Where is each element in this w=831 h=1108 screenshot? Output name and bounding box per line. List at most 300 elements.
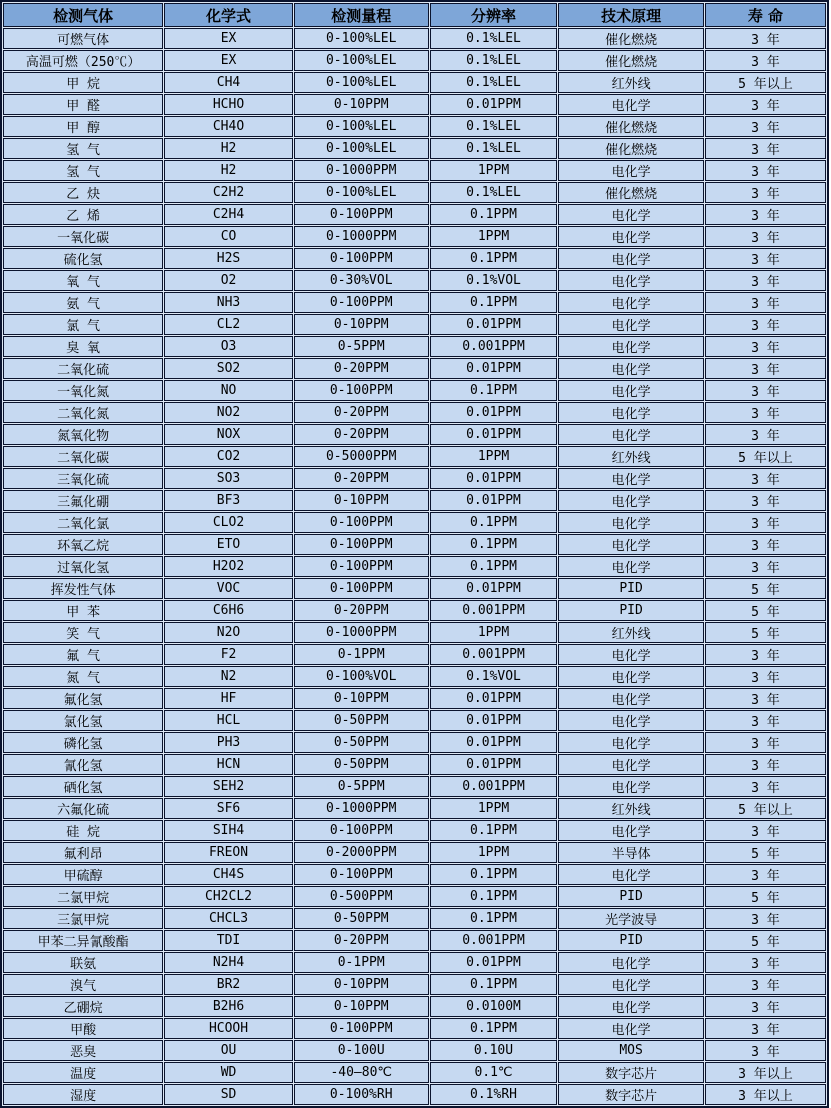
cell-principle: 电化学 [558,270,704,291]
table-row [3,446,826,467]
table-row [3,72,826,93]
cell-gas: 乙硼烷 [3,996,163,1017]
cell-formula: FREON [164,842,292,863]
cell-principle: 电化学 [558,996,704,1017]
cell-gas: 乙 炔 [3,182,163,203]
cell-life: 3 年 [705,204,826,225]
cell-resolution: 0.01PPM [430,952,558,973]
cell-principle: 催化燃烧 [558,182,704,203]
cell-principle: 催化燃烧 [558,28,704,49]
cell-life: 3 年 [705,358,826,379]
cell-principle: 电化学 [558,688,704,709]
cell-resolution: 1PPM [430,622,558,643]
table-row [3,28,826,49]
cell-formula: SO2 [164,358,292,379]
cell-formula: BF3 [164,490,292,511]
cell-resolution: 0.1%LEL [430,50,558,71]
cell-formula: CH4O [164,116,292,137]
table-row [3,996,826,1017]
cell-range: 0-20PPM [294,600,429,621]
cell-life: 3 年 [705,688,826,709]
cell-gas: 氟化氢 [3,688,163,709]
cell-resolution: 0.1PPM [430,292,558,313]
cell-gas: 二氧化氯 [3,512,163,533]
cell-principle: 电化学 [558,468,704,489]
cell-formula: H2 [164,138,292,159]
cell-resolution: 0.001PPM [430,600,558,621]
cell-range: 0-100PPM [294,864,429,885]
cell-life: 3 年 [705,380,826,401]
cell-formula: H2O2 [164,556,292,577]
cell-resolution: 1PPM [430,226,558,247]
cell-life: 3 年 [705,50,826,71]
cell-range: 0-1PPM [294,644,429,665]
cell-resolution: 0.01PPM [430,314,558,335]
cell-resolution: 0.1%VOL [430,270,558,291]
cell-formula: NO [164,380,292,401]
header-row [3,3,826,27]
cell-gas: 可燃气体 [3,28,163,49]
table-row [3,314,826,335]
cell-formula: B2H6 [164,996,292,1017]
table-row [3,512,826,533]
cell-resolution: 0.1PPM [430,908,558,929]
cell-resolution: 0.1PPM [430,886,558,907]
cell-formula: PH3 [164,732,292,753]
cell-life: 5 年 [705,578,826,599]
cell-range: 0-50PPM [294,754,429,775]
cell-formula: O2 [164,270,292,291]
cell-resolution: 1PPM [430,446,558,467]
cell-life: 3 年 [705,336,826,357]
cell-range: 0-1PPM [294,952,429,973]
cell-principle: 电化学 [558,248,704,269]
cell-range: 0-100PPM [294,820,429,841]
cell-life: 3 年 [705,248,826,269]
cell-formula: CH2CL2 [164,886,292,907]
cell-range: 0-50PPM [294,732,429,753]
table-row [3,798,826,819]
cell-resolution: 0.10U [430,1040,558,1061]
table-row [3,226,826,247]
cell-life: 5 年 [705,600,826,621]
cell-range: 0-100PPM [294,556,429,577]
cell-life: 3 年 [705,908,826,929]
cell-range: 0-10PPM [294,490,429,511]
cell-formula: CH4 [164,72,292,93]
cell-life: 3 年 [705,468,826,489]
table-row [3,270,826,291]
cell-gas: 磷化氢 [3,732,163,753]
cell-formula: BR2 [164,974,292,995]
table-row [3,886,826,907]
cell-range: 0-100%LEL [294,116,429,137]
cell-life: 3 年 [705,424,826,445]
cell-resolution: 0.1PPM [430,556,558,577]
cell-resolution: 0.1%LEL [430,28,558,49]
table-row [3,50,826,71]
cell-gas: 臭 氧 [3,336,163,357]
cell-resolution: 0.1PPM [430,248,558,269]
cell-gas: 恶臭 [3,1040,163,1061]
cell-resolution: 0.01PPM [430,358,558,379]
cell-range: 0-100U [294,1040,429,1061]
cell-resolution: 0.1PPM [430,974,558,995]
cell-resolution: 0.01PPM [430,490,558,511]
table-row [3,534,826,555]
table-header [3,3,826,27]
table-row [3,94,826,115]
table-row [3,204,826,225]
cell-principle: 电化学 [558,226,704,247]
cell-formula: SD [164,1084,292,1105]
cell-principle: 电化学 [558,204,704,225]
cell-principle: 电化学 [558,952,704,973]
table-row [3,710,826,731]
table-row [3,952,826,973]
cell-principle: 电化学 [558,380,704,401]
cell-resolution: 0.1PPM [430,380,558,401]
cell-formula: ETO [164,534,292,555]
cell-formula: CH4S [164,864,292,885]
cell-gas: 硅 烷 [3,820,163,841]
cell-principle: 电化学 [558,666,704,687]
cell-gas: 三氯甲烷 [3,908,163,929]
cell-life: 3 年以上 [705,1062,826,1083]
cell-gas: 甲酸 [3,1018,163,1039]
cell-formula: EX [164,28,292,49]
cell-principle: 电化学 [558,160,704,181]
cell-life: 3 年 [705,182,826,203]
cell-range: 0-100PPM [294,248,429,269]
cell-gas: 氰化氢 [3,754,163,775]
cell-range: 0-100PPM [294,380,429,401]
cell-principle: 红外线 [558,446,704,467]
cell-principle: 光学波导 [558,908,704,929]
cell-gas: 乙 烯 [3,204,163,225]
table-row [3,424,826,445]
cell-range: 0-50PPM [294,908,429,929]
cell-range: 0-100PPM [294,292,429,313]
cell-principle: 电化学 [558,358,704,379]
cell-life: 3 年 [705,710,826,731]
cell-formula: N2O [164,622,292,643]
cell-life: 3 年 [705,864,826,885]
cell-life: 3 年 [705,996,826,1017]
cell-life: 3 年 [705,512,826,533]
cell-range: 0-100PPM [294,1018,429,1039]
cell-resolution: 0.01PPM [430,402,558,423]
cell-resolution: 0.1PPM [430,1018,558,1039]
cell-life: 5 年以上 [705,72,826,93]
cell-formula: N2H4 [164,952,292,973]
cell-formula: N2 [164,666,292,687]
cell-gas: 温度 [3,1062,163,1083]
cell-range: 0-100PPM [294,512,429,533]
cell-principle: 电化学 [558,490,704,511]
cell-life: 5 年以上 [705,798,826,819]
cell-gas: 二氧化氮 [3,402,163,423]
cell-gas: 氯化氢 [3,710,163,731]
cell-gas: 氮 气 [3,666,163,687]
cell-resolution: 0.1PPM [430,864,558,885]
table-row [3,974,826,995]
cell-gas: 一氧化氮 [3,380,163,401]
table-row [3,820,826,841]
cell-range: 0-30%VOL [294,270,429,291]
cell-range: 0-20PPM [294,930,429,951]
cell-range: 0-100%LEL [294,138,429,159]
cell-gas: 甲苯二异氰酸酯 [3,930,163,951]
cell-life: 5 年 [705,930,826,951]
cell-gas: 三氟化硼 [3,490,163,511]
cell-range: 0-100%RH [294,1084,429,1105]
column-header-resolution: 分辨率 [430,3,558,27]
cell-resolution: 0.1PPM [430,204,558,225]
cell-life: 5 年 [705,842,826,863]
cell-gas: 二氧化硫 [3,358,163,379]
cell-principle: 电化学 [558,974,704,995]
cell-formula: NOX [164,424,292,445]
cell-range: 0-1000PPM [294,160,429,181]
cell-range: 0-1000PPM [294,622,429,643]
cell-formula: OU [164,1040,292,1061]
cell-gas: 氟利昂 [3,842,163,863]
cell-gas: 甲硫醇 [3,864,163,885]
table-row [3,908,826,929]
cell-gas: 三氧化硫 [3,468,163,489]
cell-principle: 电化学 [558,314,704,335]
cell-resolution: 0.1%LEL [430,72,558,93]
cell-resolution: 0.01PPM [430,710,558,731]
cell-resolution: 0.1%LEL [430,116,558,137]
table-row [3,248,826,269]
table-row [3,688,826,709]
cell-principle: PID [558,886,704,907]
cell-range: -40—80℃ [294,1062,429,1083]
cell-principle: 电化学 [558,754,704,775]
table-row [3,556,826,577]
cell-resolution: 0.01PPM [430,578,558,599]
cell-principle: 电化学 [558,94,704,115]
cell-range: 0-5PPM [294,336,429,357]
cell-range: 0-10PPM [294,94,429,115]
cell-range: 0-100%LEL [294,72,429,93]
cell-life: 3 年 [705,292,826,313]
cell-life: 3 年 [705,666,826,687]
table-row [3,358,826,379]
cell-gas: 二氧化碳 [3,446,163,467]
cell-resolution: 1PPM [430,798,558,819]
cell-life: 5 年 [705,622,826,643]
table-row [3,622,826,643]
cell-resolution: 0.1PPM [430,512,558,533]
cell-gas: 硒化氢 [3,776,163,797]
cell-formula: HCHO [164,94,292,115]
cell-range: 0-20PPM [294,402,429,423]
cell-range: 0-20PPM [294,424,429,445]
cell-principle: 催化燃烧 [558,138,704,159]
cell-range: 0-5000PPM [294,446,429,467]
cell-resolution: 0.1℃ [430,1062,558,1083]
cell-principle: 红外线 [558,622,704,643]
cell-life: 3 年 [705,314,826,335]
cell-life: 3 年 [705,160,826,181]
cell-principle: 电化学 [558,402,704,423]
cell-formula: VOC [164,578,292,599]
table-row [3,578,826,599]
cell-resolution: 0.01PPM [430,754,558,775]
cell-range: 0-100%LEL [294,182,429,203]
cell-life: 3 年 [705,490,826,511]
cell-principle: 数字芯片 [558,1084,704,1105]
cell-formula: F2 [164,644,292,665]
cell-gas: 一氧化碳 [3,226,163,247]
cell-range: 0-10PPM [294,314,429,335]
cell-gas: 溴气 [3,974,163,995]
table-row [3,490,826,511]
cell-resolution: 1PPM [430,160,558,181]
cell-principle: 半导体 [558,842,704,863]
cell-range: 0-20PPM [294,468,429,489]
cell-life: 3 年 [705,226,826,247]
table-row [3,402,826,423]
table-row [3,380,826,401]
cell-life: 3 年以上 [705,1084,826,1105]
cell-gas: 联氨 [3,952,163,973]
cell-range: 0-1000PPM [294,798,429,819]
table-row [3,1018,826,1039]
cell-formula: SO3 [164,468,292,489]
cell-formula: CO [164,226,292,247]
cell-gas: 甲 烷 [3,72,163,93]
table-row [3,930,826,951]
cell-principle: 电化学 [558,534,704,555]
cell-principle: 电化学 [558,776,704,797]
cell-formula: H2S [164,248,292,269]
table-row [3,754,826,775]
cell-formula: HCL [164,710,292,731]
cell-principle: 电化学 [558,556,704,577]
cell-resolution: 0.01PPM [430,424,558,445]
cell-resolution: 0.1%LEL [430,182,558,203]
cell-resolution: 0.01PPM [430,732,558,753]
table-row [3,1040,826,1061]
table-row [3,468,826,489]
cell-principle: PID [558,578,704,599]
cell-range: 0-100PPM [294,578,429,599]
column-header-gas: 检测气体 [3,3,163,27]
cell-principle: 电化学 [558,336,704,357]
cell-life: 3 年 [705,1018,826,1039]
cell-range: 0-10PPM [294,974,429,995]
cell-gas: 氧 气 [3,270,163,291]
cell-principle: 红外线 [558,72,704,93]
cell-principle: 电化学 [558,732,704,753]
cell-gas: 挥发性气体 [3,578,163,599]
cell-formula: NO2 [164,402,292,423]
cell-gas: 硫化氢 [3,248,163,269]
cell-formula: O3 [164,336,292,357]
cell-life: 3 年 [705,270,826,291]
cell-life: 3 年 [705,754,826,775]
cell-formula: WD [164,1062,292,1083]
column-header-formula: 化学式 [164,3,292,27]
cell-formula: HCN [164,754,292,775]
cell-resolution: 0.1%RH [430,1084,558,1105]
cell-range: 0-2000PPM [294,842,429,863]
cell-gas: 笑 气 [3,622,163,643]
cell-formula: NH3 [164,292,292,313]
cell-resolution: 0.001PPM [430,930,558,951]
cell-formula: CL2 [164,314,292,335]
table-row [3,1062,826,1083]
cell-principle: 电化学 [558,710,704,731]
table-row [3,292,826,313]
table-body [3,28,826,1105]
table-row [3,336,826,357]
table-row [3,138,826,159]
cell-range: 0-100%VOL [294,666,429,687]
cell-resolution: 0.0100M [430,996,558,1017]
cell-principle: 电化学 [558,864,704,885]
cell-gas: 湿度 [3,1084,163,1105]
cell-life: 3 年 [705,1040,826,1061]
table-row [3,600,826,621]
cell-life: 5 年以上 [705,446,826,467]
cell-formula: CLO2 [164,512,292,533]
cell-gas: 氟 气 [3,644,163,665]
cell-life: 3 年 [705,644,826,665]
cell-resolution: 0.1%VOL [430,666,558,687]
table-row [3,116,826,137]
cell-range: 0-50PPM [294,710,429,731]
table-row [3,732,826,753]
cell-formula: HCOOH [164,1018,292,1039]
cell-formula: C2H4 [164,204,292,225]
cell-formula: H2 [164,160,292,181]
cell-principle: 电化学 [558,424,704,445]
cell-principle: 催化燃烧 [558,50,704,71]
cell-formula: C6H6 [164,600,292,621]
cell-range: 0-500PPM [294,886,429,907]
column-header-life: 寿 命 [705,3,826,27]
cell-gas: 高温可燃（250℃） [3,50,163,71]
cell-life: 3 年 [705,138,826,159]
cell-resolution: 0.001PPM [430,336,558,357]
table-row [3,666,826,687]
cell-resolution: 0.1%LEL [430,138,558,159]
cell-range: 0-100%LEL [294,50,429,71]
cell-gas: 甲 醛 [3,94,163,115]
cell-formula: CO2 [164,446,292,467]
cell-life: 3 年 [705,952,826,973]
cell-range: 0-10PPM [294,996,429,1017]
cell-principle: PID [558,600,704,621]
cell-principle: 电化学 [558,292,704,313]
cell-gas: 氨 气 [3,292,163,313]
cell-life: 3 年 [705,94,826,115]
cell-resolution: 0.01PPM [430,94,558,115]
cell-range: 0-1000PPM [294,226,429,247]
cell-gas: 甲 苯 [3,600,163,621]
table-row [3,644,826,665]
column-header-range: 检测量程 [294,3,429,27]
cell-life: 3 年 [705,776,826,797]
cell-resolution: 0.001PPM [430,776,558,797]
cell-principle: 电化学 [558,512,704,533]
cell-gas: 二氯甲烷 [3,886,163,907]
